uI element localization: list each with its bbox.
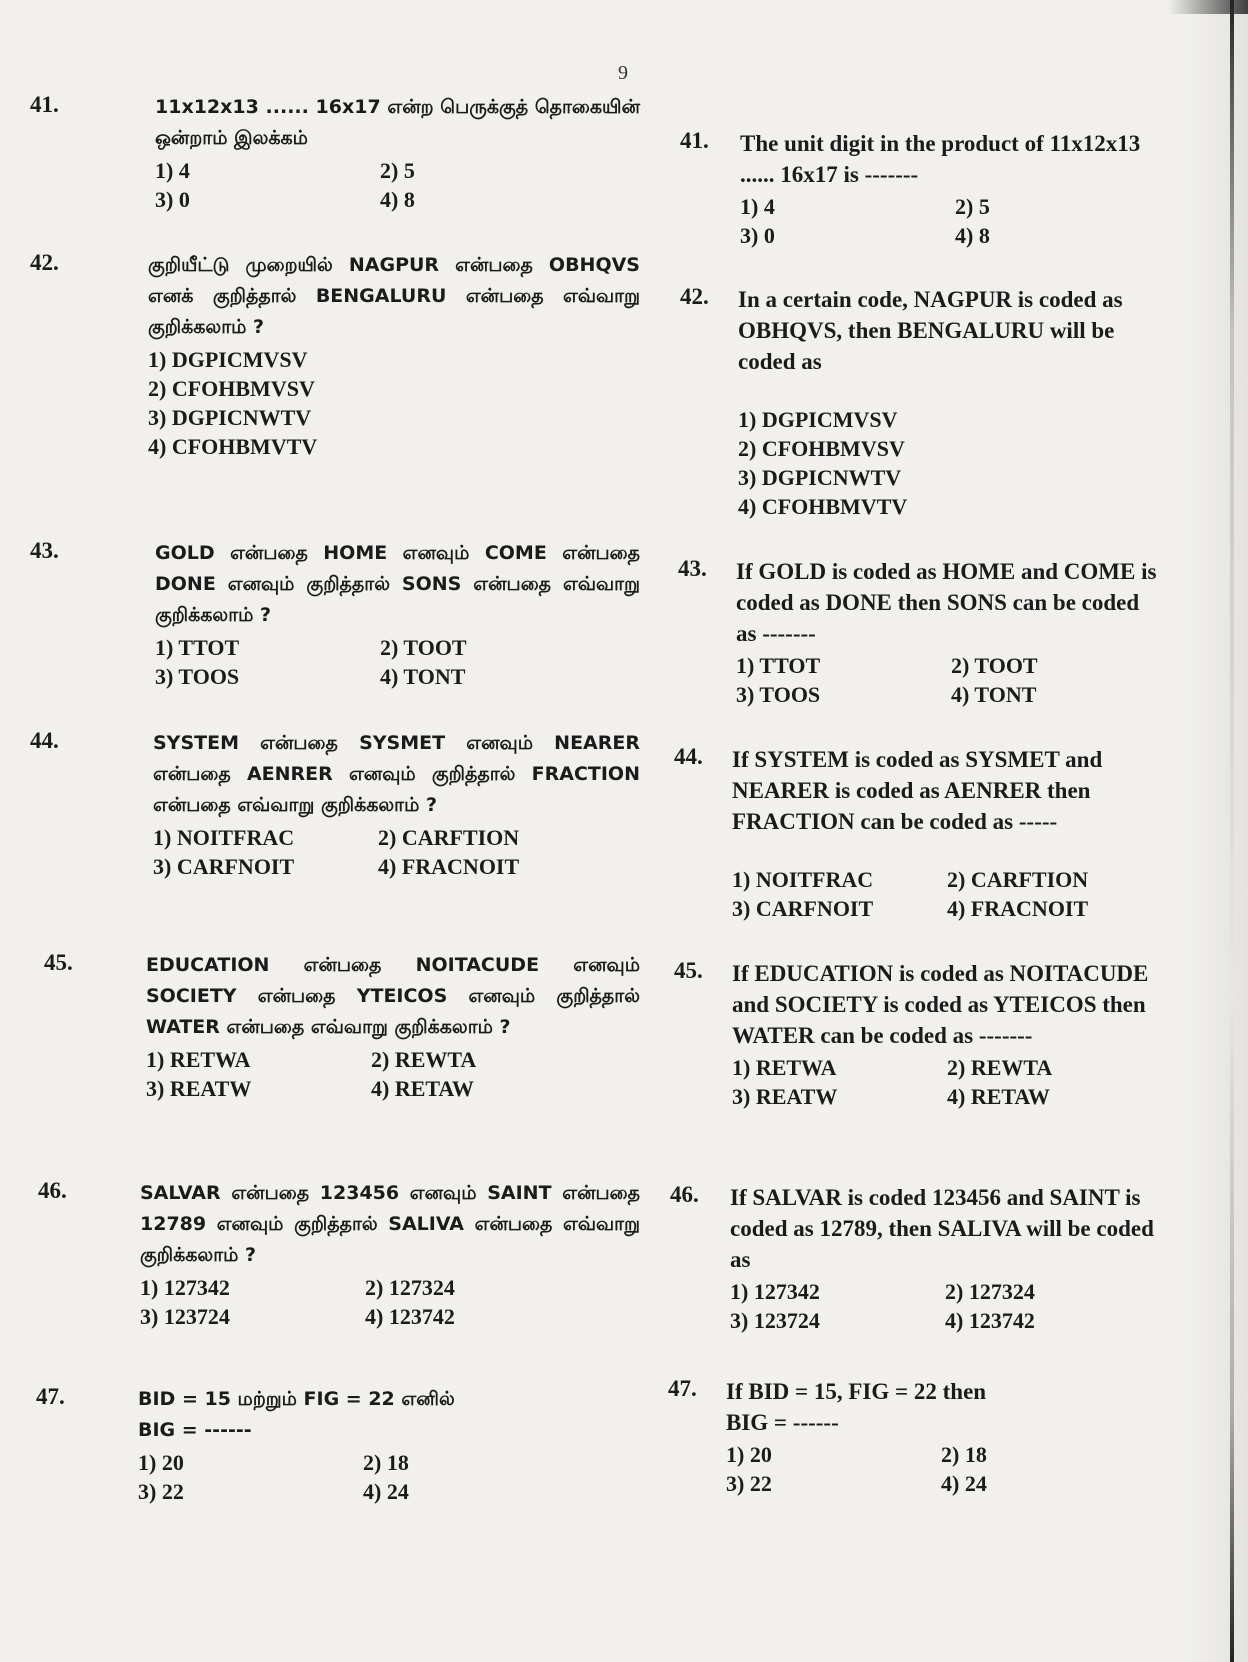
question-number: 43.	[678, 556, 707, 581]
option-1: 1) 4	[155, 158, 190, 183]
option-2: 2) TOOT	[380, 635, 467, 660]
question-number: 42.	[30, 250, 59, 275]
option-3: 3) TOOS	[155, 664, 240, 689]
option-3: 3) 0	[155, 187, 190, 212]
option-4: 4) 8	[380, 187, 415, 212]
option-2: 2) CFOHBMVSV	[148, 376, 315, 401]
option-1: 1) RETWA	[732, 1055, 837, 1080]
option-4: 4) TONT	[951, 682, 1037, 707]
option-4: 4) TONT	[380, 664, 466, 689]
question-text: If SYSTEM is coded as SYSMET and NEARER is coded as AENRER then FRACTION can be coded as -----	[732, 747, 1103, 834]
options	[736, 651, 1160, 709]
option-3: 3) 123724	[140, 1304, 230, 1329]
option-2: 2) CFOHBMVSV	[738, 436, 905, 461]
option-1: 1) TTOT	[155, 635, 240, 660]
options	[732, 865, 1160, 923]
option-1: 1) TTOT	[736, 653, 821, 678]
option-1: 1) DGPICMVSV	[148, 347, 308, 372]
option-3: 3) 22	[726, 1471, 772, 1496]
question-text: SALVAR என்பதை 123456 எனவும் SAINT என்பதை 12789 எனவும் குறித்தால் SALIVA என்பதை எவ்வாறு குறிக்கலாம் ?	[140, 1182, 640, 1266]
question-number: 47.	[668, 1376, 697, 1401]
question-text: BID = 15 மற்றும் FIG = 22 எனில் BIG = ------	[138, 1388, 455, 1441]
options	[153, 823, 640, 881]
option-1: 1) NOITFRAC	[732, 867, 874, 892]
question-text: SYSTEM என்பதை SYSMET எனவும் NEARER என்பதை AENRER எனவும் குறித்தால் FRACTION என்பதை எவ்வாறு குறிக்கலாம் ?	[153, 732, 640, 816]
question-number: 44.	[674, 744, 703, 769]
option-1: 1) 20	[726, 1442, 772, 1467]
question-text: The unit digit in the product of 11x12x13 ...... 16x17 is -------	[740, 131, 1141, 187]
option-4: 4) RETAW	[371, 1076, 474, 1101]
question-text: குறியீட்டு முறையில் NAGPUR என்பதை OBHQVS எனக் குறித்தால் BENGALURU என்பதை எவ்வாறு குறிக்கலாம் ?	[148, 254, 640, 338]
option-1: 1) 127342	[140, 1275, 230, 1300]
question-text: 11x12x13 ...... 16x17 என்ற பெருக்குத் தொகையின் ஒன்றாம் இலக்கம்	[155, 96, 640, 149]
tamil-column	[30, 0, 640, 1662]
question-number: 42.	[680, 284, 709, 309]
options	[740, 192, 1160, 250]
option-3: 3) REATW	[732, 1084, 838, 1109]
option-2: 2) 127324	[365, 1275, 455, 1300]
question-text: If EDUCATION is coded as NOITACUDE and SOCIETY is coded as YTEICOS then WATER can be coded as -------	[732, 961, 1149, 1048]
option-3: 3) DGPICNWTV	[148, 405, 312, 430]
option-2: 2) REWTA	[371, 1047, 477, 1072]
option-2: 2) TOOT	[951, 653, 1038, 678]
options	[155, 633, 640, 691]
options	[146, 1045, 640, 1103]
option-3: 3) 22	[138, 1479, 184, 1504]
question-number: 41.	[680, 128, 709, 153]
english-column	[660, 0, 1160, 1662]
question-text: If SALVAR is coded 123456 and SAINT is coded as 12789, then SALIVA will be coded as	[730, 1185, 1154, 1272]
question-number: 47.	[36, 1384, 65, 1409]
option-3: 3) 0	[740, 223, 775, 248]
option-4: 4) FRACNOIT	[378, 854, 520, 879]
option-4: 4) 8	[955, 223, 990, 248]
options	[726, 1440, 1010, 1498]
page-edge-shadow	[1188, 0, 1248, 1662]
option-1: 1) NOITFRAC	[153, 825, 295, 850]
option-4: 4) 24	[941, 1471, 987, 1496]
option-4: 4) FRACNOIT	[947, 896, 1089, 921]
option-2: 2) 18	[363, 1450, 409, 1475]
option-4: 4) 123742	[365, 1304, 455, 1329]
option-3: 3) DGPICNWTV	[738, 465, 902, 490]
question-number: 44.	[30, 728, 59, 753]
page-edge-line	[1230, 0, 1234, 1662]
option-3: 3) 123724	[730, 1308, 820, 1333]
option-3: 3) REATW	[146, 1076, 252, 1101]
question-text: If BID = 15, FIG = 22 then BIG = ------	[726, 1379, 987, 1435]
question-text: If GOLD is coded as HOME and COME is coded as DONE then SONS can be coded as -------	[736, 559, 1157, 646]
option-2: 2) 5	[380, 158, 415, 183]
options	[730, 1277, 1160, 1335]
options	[738, 405, 1160, 521]
option-2: 2) CARFTION	[378, 825, 520, 850]
option-2: 2) REWTA	[947, 1055, 1053, 1080]
option-4: 4) 24	[363, 1479, 409, 1504]
page-number: 9	[618, 62, 628, 84]
question-text: EDUCATION என்பதை NOITACUDE எனவும் SOCIETY என்பதை YTEICOS எனவும் குறித்தால் WATER என்பதை எவ்வாறு குறிக்கலாம் ?	[146, 954, 640, 1038]
question-number: 45.	[44, 950, 73, 975]
option-4: 4) 123742	[945, 1308, 1035, 1333]
option-1: 1) 4	[740, 194, 775, 219]
question-text: In a certain code, NAGPUR is coded as OBHQVS, then BENGALURU will be coded as	[738, 287, 1123, 374]
option-4: 4) CFOHBMVTV	[738, 494, 908, 519]
options	[155, 156, 640, 214]
option-2: 2) CARFTION	[947, 867, 1089, 892]
option-2: 2) 127324	[945, 1279, 1035, 1304]
option-2: 2) 18	[941, 1442, 987, 1467]
question-number: 43.	[30, 538, 59, 563]
option-4: 4) RETAW	[947, 1084, 1050, 1109]
option-2: 2) 5	[955, 194, 990, 219]
question-number: 46.	[38, 1178, 67, 1203]
option-3: 3) CARFNOIT	[732, 896, 874, 921]
option-1: 1) 20	[138, 1450, 184, 1475]
option-3: 3) TOOS	[736, 682, 821, 707]
question-number: 46.	[670, 1182, 699, 1207]
options	[138, 1448, 470, 1506]
option-4: 4) CFOHBMVTV	[148, 434, 318, 459]
option-1: 1) DGPICMVSV	[738, 407, 898, 432]
question-number: 41.	[30, 92, 59, 117]
option-1: 1) 127342	[730, 1279, 820, 1304]
option-1: 1) RETWA	[146, 1047, 251, 1072]
question-number: 45.	[674, 958, 703, 983]
question-text: GOLD என்பதை HOME எனவும் COME என்பதை DONE எனவும் குறித்தால் SONS என்பதை எவ்வாறு குறிக்கலாம் ?	[155, 542, 640, 626]
option-3: 3) CARFNOIT	[153, 854, 295, 879]
options	[140, 1273, 640, 1331]
options	[148, 345, 640, 461]
options	[732, 1053, 1160, 1111]
